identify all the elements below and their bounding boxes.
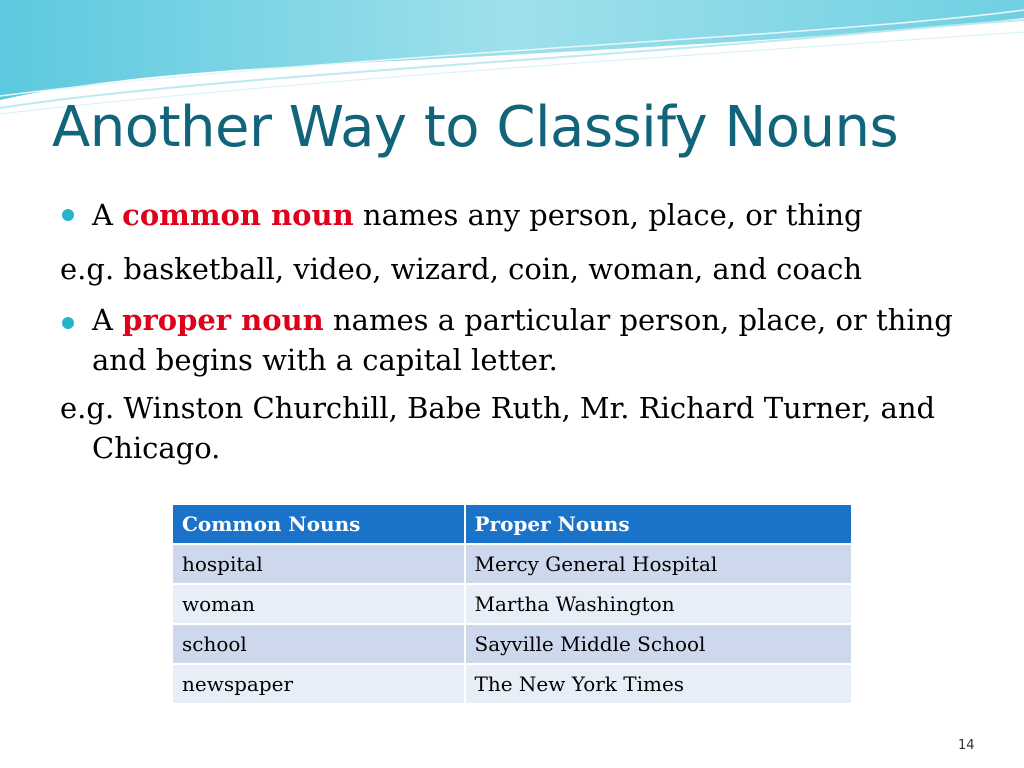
common-noun-cell: school bbox=[172, 624, 465, 664]
column-header-common: Common Nouns bbox=[172, 504, 465, 544]
common-noun-examples: e.g. basketball, video, wizard, coin, woman, and coach bbox=[60, 252, 863, 286]
p2-suffix: names a particular person, place, or thing and begins with a capital letter. bbox=[92, 303, 953, 377]
table-row bbox=[172, 544, 852, 584]
proper-noun-cell: Martha Washington bbox=[465, 584, 853, 624]
table-row bbox=[172, 664, 852, 704]
proper-noun-cell: The New York Times bbox=[465, 664, 853, 704]
common-noun-cell: hospital bbox=[172, 544, 465, 584]
proper-noun-cell: Mercy General Hospital bbox=[465, 544, 853, 584]
slide-title: Another Way to Classify Nouns bbox=[52, 95, 899, 160]
p1-prefix: A bbox=[92, 198, 123, 232]
proper-noun-term: proper noun bbox=[122, 303, 324, 337]
p1-suffix: names any person, place, or thing bbox=[353, 198, 863, 232]
common-noun-cell: woman bbox=[172, 584, 465, 624]
table-row bbox=[172, 624, 852, 664]
column-header-proper: Proper Nouns bbox=[465, 504, 853, 544]
proper-noun-bullet bbox=[60, 300, 960, 380]
proper-noun-cell: Sayville Middle School bbox=[465, 624, 853, 664]
table-row bbox=[172, 584, 852, 624]
common-noun-bullet bbox=[60, 192, 960, 238]
proper-noun-examples: e.g. Winston Churchill, Babe Ruth, Mr. Richard Turner, and Chicago. bbox=[60, 391, 936, 465]
nouns-table bbox=[171, 503, 853, 705]
common-noun-cell: newspaper bbox=[172, 664, 465, 704]
bullet-icon bbox=[62, 317, 74, 329]
slide-number: 14 bbox=[958, 738, 975, 753]
slide-body bbox=[60, 192, 960, 468]
table-header-row bbox=[172, 504, 852, 544]
common-noun-term: common noun bbox=[122, 198, 354, 232]
p2-prefix: A bbox=[92, 303, 123, 337]
bullet-icon bbox=[62, 209, 74, 221]
